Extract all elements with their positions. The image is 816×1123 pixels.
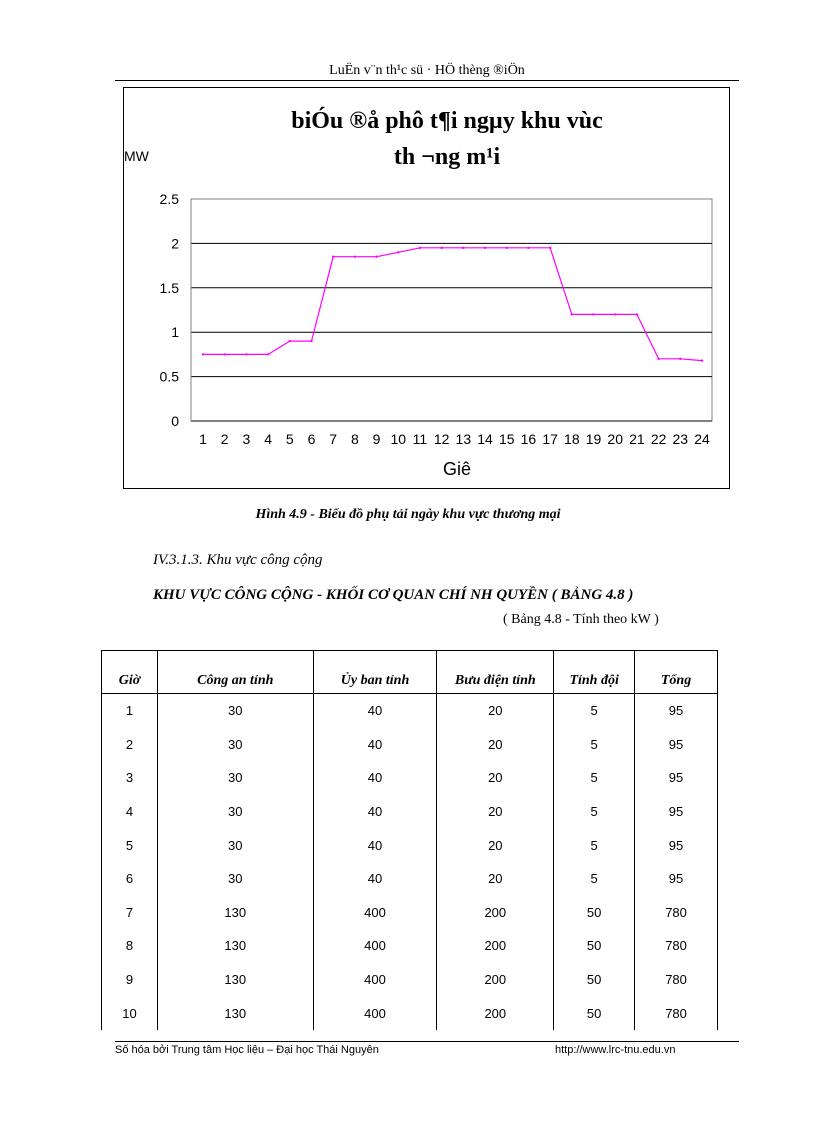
table-cell: 10 bbox=[102, 996, 158, 1030]
chart-title-line1: biÓu ®å phô t¶i ngµy khu vùc bbox=[291, 108, 603, 134]
table-header-cell: Công an tỉnh bbox=[157, 651, 313, 694]
table-cell: 20 bbox=[437, 761, 554, 795]
y-tick-label: 2 bbox=[171, 235, 179, 252]
data-point bbox=[267, 353, 269, 355]
x-tick-label: 6 bbox=[307, 431, 316, 447]
table-cell: 40 bbox=[313, 761, 437, 795]
table-header-row bbox=[102, 651, 718, 694]
table-row bbox=[102, 929, 718, 963]
x-tick-label: 15 bbox=[498, 431, 515, 447]
x-tick-label: 7 bbox=[329, 431, 338, 447]
data-point bbox=[310, 340, 312, 342]
table-cell: 95 bbox=[635, 795, 718, 829]
y-tick-label: 1.5 bbox=[159, 279, 179, 296]
table-cell: 5 bbox=[554, 828, 635, 862]
data-point bbox=[223, 353, 225, 355]
table-cell: 200 bbox=[437, 896, 554, 930]
data-point bbox=[375, 256, 377, 258]
table-row bbox=[102, 996, 718, 1030]
table-cell: 95 bbox=[635, 862, 718, 896]
x-tick-label: 5 bbox=[285, 431, 294, 447]
table-cell: 400 bbox=[313, 929, 437, 963]
table-cell: 95 bbox=[635, 728, 718, 762]
x-tick-label: 2 bbox=[220, 431, 229, 447]
table-cell: 9 bbox=[102, 963, 158, 997]
data-point bbox=[506, 247, 508, 249]
x-tick-label: 9 bbox=[372, 431, 381, 447]
table-body bbox=[102, 694, 718, 1030]
table-cell: 30 bbox=[157, 795, 313, 829]
load-chart-svg bbox=[124, 88, 729, 488]
x-tick-label: 21 bbox=[629, 431, 645, 447]
x-tick-label: 11 bbox=[412, 431, 428, 447]
table-cell: 40 bbox=[313, 862, 437, 896]
data-point bbox=[354, 256, 356, 258]
table-cell: 50 bbox=[554, 896, 635, 930]
data-point bbox=[636, 313, 638, 315]
table-cell: 3 bbox=[102, 761, 158, 795]
x-tick-label: 20 bbox=[607, 431, 624, 447]
table-row bbox=[102, 761, 718, 795]
table-cell: 5 bbox=[554, 795, 635, 829]
table-header-cell: Tổng bbox=[635, 651, 718, 694]
table-cell: 8 bbox=[102, 929, 158, 963]
chart-ylabel: MW bbox=[124, 148, 149, 164]
data-point bbox=[440, 247, 442, 249]
table-row bbox=[102, 896, 718, 930]
table-header-cell: Bưu điện tỉnh bbox=[437, 651, 554, 694]
table-cell: 400 bbox=[313, 963, 437, 997]
x-tick-label: 8 bbox=[350, 431, 359, 447]
x-tick-label: 10 bbox=[390, 431, 407, 447]
x-tick-label: 3 bbox=[242, 431, 251, 447]
x-tick-label: 1 bbox=[199, 431, 207, 447]
x-tick-label: 17 bbox=[542, 431, 558, 447]
table-cell: 130 bbox=[157, 896, 313, 930]
x-tick-label: 18 bbox=[564, 431, 580, 447]
table-cell: 20 bbox=[437, 694, 554, 728]
series-line bbox=[203, 248, 702, 361]
table-cell: 400 bbox=[313, 896, 437, 930]
x-tick-label: 23 bbox=[672, 431, 689, 447]
table-cell: 2 bbox=[102, 728, 158, 762]
table-row bbox=[102, 795, 718, 829]
table-cell: 20 bbox=[437, 828, 554, 862]
table-cell: 200 bbox=[437, 963, 554, 997]
table-cell: 5 bbox=[554, 694, 635, 728]
table-cell: 5 bbox=[102, 828, 158, 862]
table-header-cell: Tỉnh đội bbox=[554, 651, 635, 694]
load-table bbox=[101, 650, 718, 1030]
x-tick-label: 4 bbox=[264, 431, 272, 447]
table-cell: 130 bbox=[157, 929, 313, 963]
table-note: ( Bảng 4.8 - Tính theo kW ) bbox=[503, 612, 659, 627]
table-cell: 4 bbox=[102, 795, 158, 829]
table-cell: 40 bbox=[313, 694, 437, 728]
table-header-cell: Giờ bbox=[102, 651, 158, 694]
table-cell: 40 bbox=[313, 795, 437, 829]
table-cell: 95 bbox=[635, 761, 718, 795]
table-cell: 30 bbox=[157, 694, 313, 728]
data-point bbox=[289, 340, 291, 342]
x-tick-label: 22 bbox=[650, 431, 667, 447]
x-tick-label: 12 bbox=[433, 431, 450, 447]
chart-title-line2: th ¬ng m¹i bbox=[393, 144, 501, 170]
table-cell: 50 bbox=[554, 996, 635, 1030]
table-row bbox=[102, 728, 718, 762]
table-row bbox=[102, 963, 718, 997]
table-row bbox=[102, 828, 718, 862]
table-title: KHU VỰC CÔNG CỘNG - KHỐI CƠ QUAN CHÍ NH QUYỀN ( BẢNG 4.8 ) bbox=[153, 587, 634, 603]
data-point bbox=[592, 313, 594, 315]
data-point bbox=[549, 247, 551, 249]
table-row bbox=[102, 694, 718, 728]
load-chart bbox=[123, 87, 730, 489]
data-point bbox=[202, 353, 204, 355]
data-point bbox=[614, 313, 616, 315]
running-header: LuËn v¨n th¹c sü · HÖ thèng ®iÖn bbox=[329, 63, 525, 78]
x-tick-label: 19 bbox=[585, 431, 602, 447]
table-cell: 30 bbox=[157, 828, 313, 862]
table-cell: 95 bbox=[635, 828, 718, 862]
footer-source: Số hóa bởi Trung tâm Học liệu – Đại học Thái Nguyên bbox=[115, 1044, 379, 1056]
table-cell: 780 bbox=[635, 996, 718, 1030]
table-cell: 6 bbox=[102, 862, 158, 896]
table-cell: 40 bbox=[313, 728, 437, 762]
table-cell: 200 bbox=[437, 996, 554, 1030]
table-cell: 20 bbox=[437, 862, 554, 896]
table-cell: 30 bbox=[157, 728, 313, 762]
data-point bbox=[484, 247, 486, 249]
table-cell: 40 bbox=[313, 828, 437, 862]
table-cell: 200 bbox=[437, 929, 554, 963]
table-cell: 780 bbox=[635, 896, 718, 930]
data-point bbox=[397, 251, 399, 253]
table-cell: 130 bbox=[157, 963, 313, 997]
table-cell: 20 bbox=[437, 728, 554, 762]
x-tick-label: 16 bbox=[520, 431, 537, 447]
table-cell: 400 bbox=[313, 996, 437, 1030]
table-cell: 130 bbox=[157, 996, 313, 1030]
data-point bbox=[679, 358, 681, 360]
y-tick-label: 1 bbox=[171, 324, 179, 341]
section-heading: IV.3.1.3. Khu vực công cộng bbox=[153, 552, 323, 568]
table-cell: 1 bbox=[102, 694, 158, 728]
table-cell: 7 bbox=[102, 896, 158, 930]
data-point bbox=[332, 256, 334, 258]
table-cell: 5 bbox=[554, 761, 635, 795]
x-tick-label: 14 bbox=[477, 431, 493, 447]
table-cell: 20 bbox=[437, 795, 554, 829]
table-cell: 780 bbox=[635, 963, 718, 997]
plot-area-frame bbox=[191, 199, 712, 421]
table-cell: 30 bbox=[157, 862, 313, 896]
x-tick-label: 13 bbox=[455, 431, 472, 447]
data-point bbox=[462, 247, 464, 249]
y-tick-label: 0 bbox=[171, 413, 179, 429]
table-row bbox=[102, 862, 718, 896]
data-point bbox=[419, 247, 421, 249]
table-cell: 30 bbox=[157, 761, 313, 795]
footer-rule bbox=[115, 1041, 739, 1042]
chart-xlabel: Giê bbox=[442, 459, 472, 479]
table-header-cell: Ủy ban tỉnh bbox=[313, 651, 437, 694]
header-rule bbox=[115, 80, 739, 81]
table-cell: 50 bbox=[554, 929, 635, 963]
x-tick-label: 24 bbox=[694, 431, 710, 447]
table-cell: 95 bbox=[635, 694, 718, 728]
table-cell: 5 bbox=[554, 862, 635, 896]
data-point bbox=[571, 313, 573, 315]
footer-url: http://www.lrc-tnu.edu.vn bbox=[555, 1044, 676, 1056]
data-point bbox=[701, 359, 703, 361]
figure-caption: Hình 4.9 - Biểu đồ phụ tải ngày khu vực thương mại bbox=[255, 507, 561, 522]
data-point bbox=[527, 247, 529, 249]
table-cell: 780 bbox=[635, 929, 718, 963]
data-point bbox=[245, 353, 247, 355]
y-tick-label: 2.5 bbox=[159, 191, 179, 207]
table-cell: 50 bbox=[554, 963, 635, 997]
table-cell: 5 bbox=[554, 728, 635, 762]
y-tick-label: 0.5 bbox=[159, 368, 179, 385]
data-point bbox=[657, 358, 659, 360]
